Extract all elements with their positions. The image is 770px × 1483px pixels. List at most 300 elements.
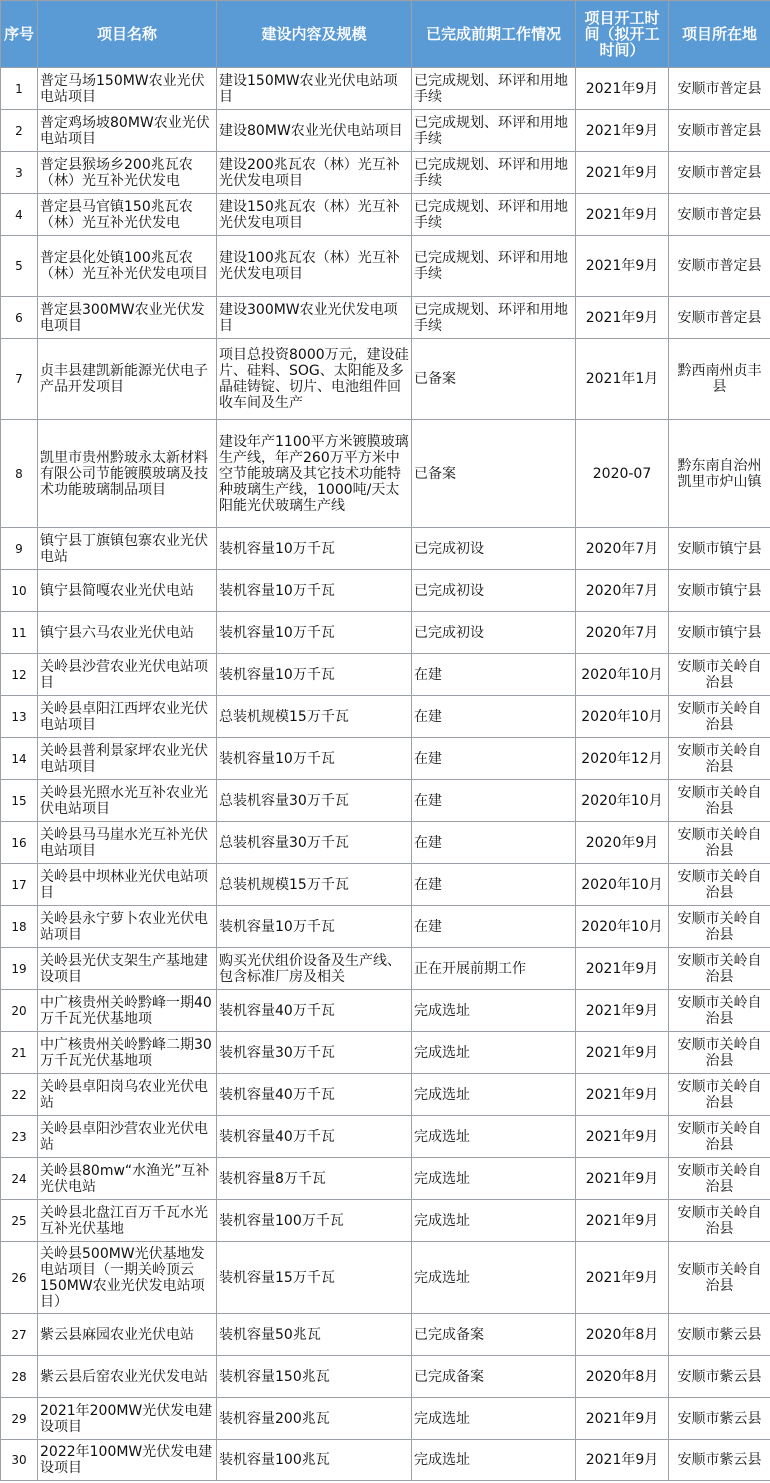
cell-location-text: 安顺市关岭自治县 — [677, 1036, 762, 1069]
cell-start-date — [576, 1074, 669, 1116]
cell-start-date — [576, 1356, 669, 1398]
cell-start-date-text: 2021年9月 — [585, 258, 659, 274]
cell-project-name — [38, 152, 217, 194]
cell-start-date-text: 2020年10月 — [581, 876, 663, 893]
table-row — [1, 696, 770, 738]
table-row — [1, 1242, 770, 1314]
cell-status-text: 完成选址 — [414, 1212, 470, 1229]
cell-content-text: 装机容量30万千瓦 — [219, 1044, 335, 1061]
cell-start-date-text: 2020年8月 — [585, 1368, 659, 1385]
cell-location-text: 安顺市紫云县 — [677, 1452, 762, 1468]
cell-status-text: 已完成规划、环评和用地手续 — [414, 72, 568, 105]
cell-location — [669, 1158, 770, 1200]
cell-location — [669, 654, 770, 696]
table-row — [1, 570, 770, 612]
cell-no — [1, 948, 38, 990]
cell-project-name-text: 中广核贵州关岭黔峰一期40万千瓦光伏基地项 — [40, 994, 212, 1027]
cell-no — [1, 696, 38, 738]
table-row — [1, 1314, 770, 1356]
cell-start-date-text: 2021年9月 — [585, 164, 659, 181]
cell-no — [1, 990, 38, 1032]
cell-status-text: 已完成规划、环评和用地手续 — [414, 114, 568, 147]
cell-content-text: 装机容量8万千瓦 — [219, 1170, 326, 1187]
cell-no-text: 8 — [15, 466, 23, 481]
table-row — [1, 1116, 770, 1158]
cell-no-text: 7 — [15, 372, 23, 386]
cell-content — [217, 1200, 412, 1242]
cell-content — [217, 696, 412, 738]
cell-no — [1, 1398, 38, 1440]
cell-start-date — [576, 738, 669, 780]
cell-start-date-text: 2020年10月 — [581, 918, 663, 935]
cell-status — [412, 1116, 576, 1158]
cell-start-date-text: 2020-07 — [592, 465, 652, 482]
cell-no-text: 18 — [11, 919, 27, 934]
table-row — [1, 110, 770, 152]
cell-project-name-text: 关岭县普利景家坪农业光伏电站项目 — [40, 742, 208, 775]
cell-start-date-text: 2021年9月 — [585, 122, 659, 139]
cell-project-name-text: 镇宁县简嘎农业光伏电站 — [40, 582, 194, 599]
cell-content — [217, 570, 412, 612]
cell-content-text: 总装机规模15万千瓦 — [219, 876, 349, 893]
cell-start-date — [576, 194, 669, 236]
cell-start-date — [576, 570, 669, 612]
cell-project-name — [38, 738, 217, 780]
cell-no-text: 16 — [11, 835, 27, 850]
cell-status-text: 已完成初设 — [414, 582, 484, 599]
cell-start-date — [576, 152, 669, 194]
cell-no-text: 9 — [15, 541, 23, 556]
cell-start-date-text: 2021年1月 — [585, 371, 659, 387]
cell-location-text: 安顺市关岭自治县 — [677, 1120, 762, 1153]
cell-start-date-text: 2020年9月 — [585, 834, 659, 851]
cell-status — [412, 990, 576, 1032]
cell-no-text: 17 — [11, 877, 27, 892]
cell-location — [669, 1440, 770, 1481]
cell-project-name — [38, 654, 217, 696]
cell-status-text: 完成选址 — [414, 1044, 470, 1061]
cell-location-text: 安顺市关岭自治县 — [677, 1261, 762, 1294]
cell-no-text: 29 — [11, 1411, 27, 1426]
cell-project-name-text: 紫云县麻园农业光伏电站 — [40, 1326, 194, 1343]
cell-location — [669, 1116, 770, 1158]
cell-status-text: 在建 — [414, 834, 442, 851]
cell-start-date — [576, 110, 669, 152]
cell-no-text: 10 — [11, 583, 27, 598]
cell-content — [217, 864, 412, 906]
table-row — [1, 528, 770, 570]
cell-content — [217, 612, 412, 654]
cell-no — [1, 570, 38, 612]
cell-start-date — [576, 1398, 669, 1440]
cell-location-text: 安顺市普定县 — [677, 309, 762, 326]
table-row — [1, 990, 770, 1032]
cell-status — [412, 738, 576, 780]
cell-content-text: 建设150MW农业光伏电站项目 — [219, 72, 398, 105]
cell-no-text: 1 — [15, 81, 23, 96]
header-name: 项目名称 — [38, 1, 217, 68]
cell-location — [669, 68, 770, 110]
cell-content — [217, 1032, 412, 1074]
cell-content — [217, 948, 412, 990]
cell-no — [1, 612, 38, 654]
cell-project-name-text: 贞丰县建凯新能源光伏电子产品开发项目 — [40, 363, 208, 395]
cell-status-text: 已完成初设 — [414, 624, 484, 641]
cell-content — [217, 906, 412, 948]
cell-location — [669, 570, 770, 612]
cell-location — [669, 696, 770, 738]
cell-content-text: 装机容量10万千瓦 — [219, 540, 335, 557]
cell-project-name-text: 紫云县后窑农业光伏发电站 — [40, 1368, 208, 1385]
cell-location — [669, 339, 770, 420]
cell-start-date-text: 2020年7月 — [585, 582, 659, 599]
cell-content-text: 总装机容量30万千瓦 — [219, 834, 349, 851]
cell-project-name — [38, 1158, 217, 1200]
cell-start-date — [576, 612, 669, 654]
table-row — [1, 948, 770, 990]
cell-content — [217, 990, 412, 1032]
cell-location — [669, 822, 770, 864]
cell-no-text: 5 — [15, 259, 23, 273]
cell-location-text: 安顺市普定县 — [677, 80, 762, 97]
cell-project-name-text: 关岭县马马崖水光互补光伏电站项目 — [40, 826, 208, 859]
cell-project-name — [38, 1356, 217, 1398]
cell-status — [412, 570, 576, 612]
table-row — [1, 1032, 770, 1074]
cell-location-text: 安顺市关岭自治县 — [677, 1162, 762, 1195]
cell-location-text: 安顺市镇宁县 — [677, 582, 762, 599]
cell-project-name-text: 关岭县卓阳江西坪农业光伏电站项目 — [40, 700, 208, 733]
cell-status — [412, 1032, 576, 1074]
cell-location — [669, 236, 770, 297]
cell-start-date — [576, 339, 669, 420]
cell-start-date — [576, 822, 669, 864]
cell-no-text: 22 — [11, 1087, 27, 1102]
cell-no — [1, 1158, 38, 1200]
table-row — [1, 1440, 770, 1481]
cell-project-name — [38, 1032, 217, 1074]
cell-status — [412, 1440, 576, 1481]
cell-content-text: 装机容量150兆瓦 — [219, 1368, 330, 1385]
cell-start-date — [576, 1158, 669, 1200]
cell-project-name — [38, 780, 217, 822]
cell-start-date — [576, 906, 669, 948]
cell-no-text: 26 — [11, 1270, 27, 1285]
cell-project-name-text: 普定县猴场乡200兆瓦农（林）光互补光伏发电 — [40, 156, 193, 189]
cell-project-name — [38, 68, 217, 110]
cell-project-name-text: 关岭县光伏支架生产基地建设项目 — [40, 952, 208, 985]
cell-project-name-text: 普定县300MW农业光伏发电项目 — [40, 301, 205, 334]
cell-no — [1, 864, 38, 906]
cell-content — [217, 1398, 412, 1440]
cell-no — [1, 822, 38, 864]
cell-project-name-text: 关岭县北盘江百万千瓦水光互补光伏基地 — [40, 1204, 208, 1237]
cell-no-text: 3 — [15, 165, 23, 180]
cell-status-text: 已完成备案 — [414, 1368, 484, 1385]
cell-project-name-text: 普定马场150MW农业光伏电站项目 — [40, 72, 205, 105]
cell-location — [669, 1242, 770, 1314]
cell-status-text: 完成选址 — [414, 1452, 470, 1468]
cell-no — [1, 1242, 38, 1314]
cell-project-name-text: 关岭县沙营农业光伏电站项目 — [40, 658, 208, 691]
cell-no-text: 25 — [11, 1213, 27, 1228]
cell-status — [412, 1200, 576, 1242]
cell-status — [412, 236, 576, 297]
table-row — [1, 822, 770, 864]
table-row — [1, 1398, 770, 1440]
cell-start-date-text: 2020年12月 — [581, 750, 663, 767]
cell-project-name — [38, 1440, 217, 1481]
table-row — [1, 1356, 770, 1398]
cell-project-name-text: 镇宁县丁旗镇包寨农业光伏电站 — [40, 532, 208, 565]
table-row — [1, 906, 770, 948]
cell-content-text: 装机容量10万千瓦 — [219, 750, 335, 767]
cell-project-name — [38, 990, 217, 1032]
cell-start-date — [576, 236, 669, 297]
cell-status — [412, 864, 576, 906]
cell-project-name — [38, 1200, 217, 1242]
table-row — [1, 194, 770, 236]
cell-location-text: 黔东南自治州凯里市炉山镇 — [677, 457, 762, 490]
cell-content-text: 装机容量10万千瓦 — [219, 666, 335, 683]
cell-project-name-text: 普定县化处镇100兆瓦农（林）光互补光伏发电项目 — [40, 250, 208, 282]
cell-location — [669, 906, 770, 948]
cell-project-name — [38, 1242, 217, 1314]
cell-location — [669, 528, 770, 570]
cell-project-name-text: 2022年100MW光伏发电建设项目 — [40, 1444, 213, 1476]
cell-content — [217, 1116, 412, 1158]
cell-content-text: 建设80MW农业光伏电站项目 — [219, 122, 403, 139]
cell-status — [412, 152, 576, 194]
cell-start-date — [576, 990, 669, 1032]
cell-no-text: 2 — [15, 123, 23, 138]
cell-content-text: 总装机容量30万千瓦 — [219, 792, 349, 809]
cell-no — [1, 1200, 38, 1242]
cell-content — [217, 152, 412, 194]
cell-status — [412, 696, 576, 738]
cell-content-text: 装机容量40万千瓦 — [219, 1086, 335, 1103]
cell-no — [1, 1074, 38, 1116]
cell-content-text: 装机容量200兆瓦 — [219, 1410, 330, 1427]
cell-project-name — [38, 194, 217, 236]
cell-content-text: 建设年产1100平方米镀膜玻璃生产线，年产260万平方米中空节能玻璃及其它技术功能特种玻璃生产线，1000吨/天太阳能光伏玻璃生产线 — [219, 433, 409, 514]
cell-start-date — [576, 1116, 669, 1158]
cell-no-text: 11 — [11, 625, 27, 640]
cell-project-name — [38, 420, 217, 528]
cell-start-date-text: 2021年9月 — [585, 80, 659, 97]
cell-no-text: 23 — [11, 1129, 27, 1144]
table-row — [1, 864, 770, 906]
cell-project-name-text: 2021年200MW光伏发电建设项目 — [40, 1402, 213, 1435]
cell-project-name — [38, 570, 217, 612]
cell-location — [669, 864, 770, 906]
cell-content-text: 装机容量100万千瓦 — [219, 1212, 344, 1229]
cell-status — [412, 194, 576, 236]
cell-location-text: 安顺市关岭自治县 — [677, 952, 762, 985]
cell-status-text: 在建 — [414, 792, 442, 809]
cell-status — [412, 1356, 576, 1398]
cell-project-name — [38, 612, 217, 654]
cell-no — [1, 654, 38, 696]
cell-project-name — [38, 339, 217, 420]
cell-start-date-text: 2021年9月 — [585, 309, 659, 326]
cell-start-date-text: 2021年9月 — [585, 206, 659, 223]
cell-status — [412, 339, 576, 420]
cell-status — [412, 612, 576, 654]
cell-location — [669, 297, 770, 339]
cell-content — [217, 1242, 412, 1314]
cell-project-name — [38, 297, 217, 339]
cell-location-text: 安顺市关岭自治县 — [677, 700, 762, 733]
cell-no-text: 21 — [11, 1045, 27, 1060]
table-row — [1, 339, 770, 420]
cell-start-date — [576, 68, 669, 110]
cell-no-text: 13 — [11, 709, 27, 724]
cell-no-text: 15 — [11, 793, 27, 808]
table-row — [1, 780, 770, 822]
cell-start-date — [576, 528, 669, 570]
cell-status-text: 已备案 — [414, 465, 456, 482]
cell-status-text: 已完成规划、环评和用地手续 — [414, 198, 568, 231]
cell-status — [412, 654, 576, 696]
cell-status — [412, 1074, 576, 1116]
cell-location-text: 安顺市关岭自治县 — [677, 1204, 762, 1237]
cell-start-date-text: 2021年9月 — [585, 1128, 659, 1145]
cell-no — [1, 528, 38, 570]
cell-start-date-text: 2020年8月 — [585, 1326, 659, 1343]
cell-content-text: 购买光伏组价设备及生产线、包含标准厂房及相关 — [219, 952, 401, 985]
cell-status-text: 完成选址 — [414, 1086, 470, 1103]
cell-project-name-text: 关岭县500MW光伏基地发电站项目（一期关岭顶云150MW农业光伏发电站项目） — [40, 1245, 205, 1310]
cell-location — [669, 1398, 770, 1440]
header-location: 项目所在地 — [669, 1, 770, 68]
cell-start-date-text: 2021年9月 — [585, 1410, 659, 1427]
cell-no — [1, 1356, 38, 1398]
cell-location — [669, 948, 770, 990]
header-no: 序号 — [1, 1, 38, 68]
cell-content-text: 装机容量10万千瓦 — [219, 624, 335, 641]
cell-project-name — [38, 822, 217, 864]
cell-status-text: 已完成规划、环评和用地手续 — [414, 156, 568, 189]
cell-content — [217, 822, 412, 864]
cell-status-text: 完成选址 — [414, 1128, 470, 1145]
cell-no — [1, 1314, 38, 1356]
cell-content-text: 建设200兆瓦农（林）光互补光伏发电项目 — [219, 156, 400, 189]
cell-no — [1, 68, 38, 110]
cell-no — [1, 297, 38, 339]
cell-project-name-text: 关岭县卓阳岗乌农业光伏电站 — [40, 1078, 208, 1111]
cell-content — [217, 780, 412, 822]
cell-location — [669, 110, 770, 152]
cell-project-name-text: 普定鸡场坡80MW农业光伏电站项目 — [40, 114, 210, 147]
table-row — [1, 1158, 770, 1200]
cell-status-text: 完成选址 — [414, 1410, 470, 1427]
cell-project-name — [38, 1398, 217, 1440]
cell-content-text: 装机容量40万千瓦 — [219, 1002, 335, 1019]
cell-location — [669, 612, 770, 654]
cell-start-date-text: 2021年9月 — [585, 1212, 659, 1229]
cell-status-text: 在建 — [414, 876, 442, 893]
cell-no-text: 6 — [15, 310, 23, 325]
cell-status-text: 已备案 — [414, 371, 456, 387]
cell-content-text: 装机容量10万千瓦 — [219, 582, 335, 599]
cell-start-date-text: 2020年10月 — [581, 708, 663, 725]
cell-status-text: 已完成规划、环评和用地手续 — [414, 250, 568, 282]
cell-content — [217, 194, 412, 236]
cell-no — [1, 1032, 38, 1074]
cell-status — [412, 822, 576, 864]
cell-content — [217, 1314, 412, 1356]
cell-no — [1, 1116, 38, 1158]
cell-project-name — [38, 696, 217, 738]
cell-location-text: 安顺市普定县 — [677, 164, 762, 181]
cell-status — [412, 1242, 576, 1314]
cell-location-text: 安顺市关岭自治县 — [677, 658, 762, 691]
cell-start-date-text: 2021年9月 — [585, 1086, 659, 1103]
cell-start-date — [576, 1200, 669, 1242]
cell-start-date-text: 2020年7月 — [585, 540, 659, 557]
cell-content — [217, 1440, 412, 1481]
cell-no — [1, 236, 38, 297]
cell-no — [1, 110, 38, 152]
cell-content — [217, 738, 412, 780]
cell-content — [217, 654, 412, 696]
cell-start-date-text: 2021年9月 — [585, 1269, 659, 1286]
cell-content — [217, 1158, 412, 1200]
cell-content — [217, 236, 412, 297]
cell-no — [1, 1440, 38, 1481]
cell-start-date — [576, 780, 669, 822]
header-date: 项目开工时间（拟开工时间） — [576, 1, 669, 68]
cell-location — [669, 738, 770, 780]
cell-location-text: 安顺市镇宁县 — [677, 624, 762, 641]
cell-location — [669, 1356, 770, 1398]
cell-location-text: 黔西南州贞丰县 — [677, 363, 762, 395]
cell-start-date — [576, 654, 669, 696]
cell-status — [412, 1158, 576, 1200]
cell-location-text: 安顺市关岭自治县 — [677, 784, 762, 817]
cell-no-text: 24 — [11, 1171, 27, 1186]
cell-location — [669, 194, 770, 236]
table-row — [1, 612, 770, 654]
cell-location-text: 安顺市普定县 — [677, 122, 762, 139]
cell-project-name — [38, 1116, 217, 1158]
cell-no-text: 14 — [11, 751, 27, 766]
cell-status-text: 已完成备案 — [414, 1326, 484, 1343]
cell-location — [669, 780, 770, 822]
cell-status — [412, 1398, 576, 1440]
cell-no — [1, 420, 38, 528]
cell-no — [1, 906, 38, 948]
cell-no — [1, 152, 38, 194]
cell-content-text: 建设300MW农业光伏发电项目 — [219, 301, 398, 334]
cell-start-date — [576, 297, 669, 339]
cell-content-text: 装机容量50兆瓦 — [219, 1326, 321, 1343]
cell-location — [669, 152, 770, 194]
cell-status-text: 完成选址 — [414, 1002, 470, 1019]
cell-status-text: 在建 — [414, 750, 442, 767]
cell-location-text: 安顺市关岭自治县 — [677, 994, 762, 1027]
cell-status-text: 完成选址 — [414, 1170, 470, 1187]
cell-project-name — [38, 528, 217, 570]
cell-no-text: 19 — [11, 961, 27, 976]
table-row — [1, 1200, 770, 1242]
cell-start-date-text: 2021年9月 — [585, 1044, 659, 1061]
table-row — [1, 654, 770, 696]
cell-start-date — [576, 1440, 669, 1481]
cell-content-text: 建设100兆瓦农（林）光互补光伏发电项目 — [219, 250, 400, 282]
cell-content — [217, 297, 412, 339]
